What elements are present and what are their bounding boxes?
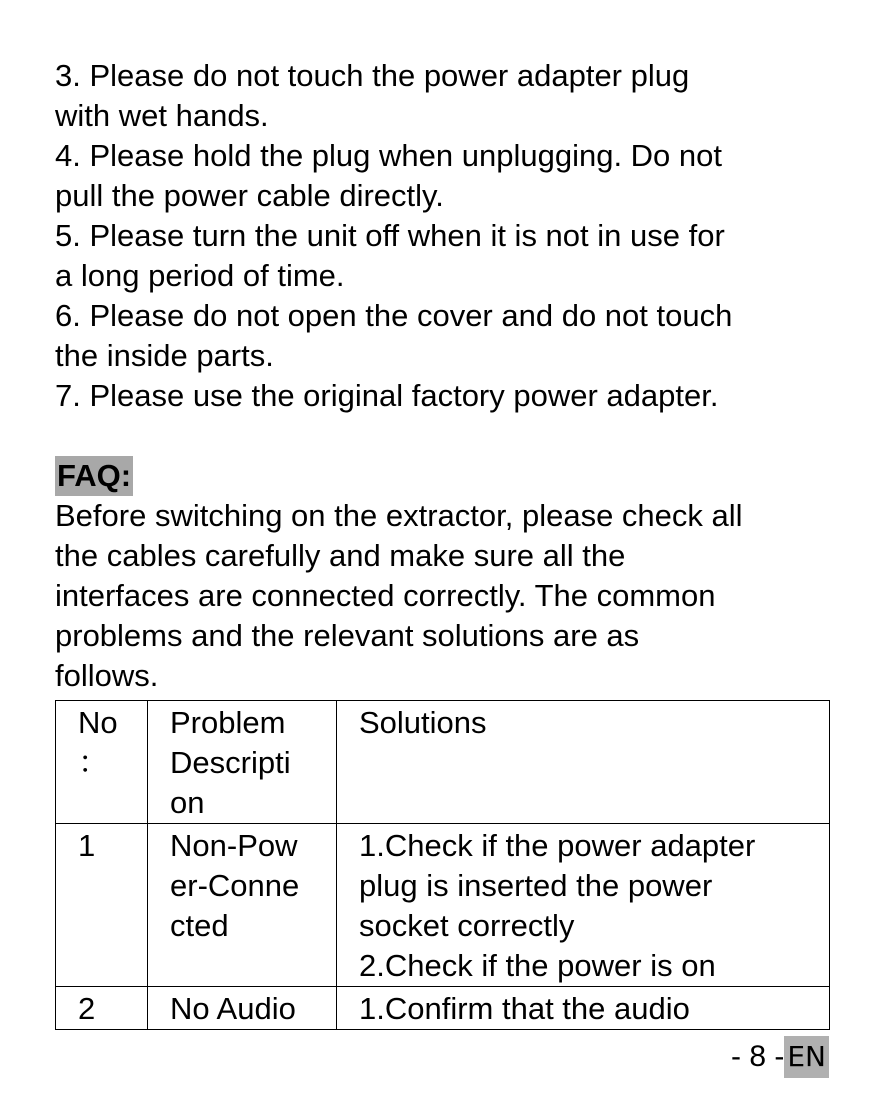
precaution-line: a long period of time.: [55, 258, 345, 293]
faq-intro-line: Before switching on the extractor, please check all: [55, 498, 743, 533]
cell-solution: 1.Confirm that the audio: [337, 987, 830, 1030]
faq-intro: [55, 496, 845, 696]
table-header-row: [56, 701, 830, 824]
faq-intro-line: follows.: [55, 658, 159, 693]
precaution-line: 3. Please do not touch the power adapter plug: [55, 58, 690, 93]
faq-table: [55, 700, 830, 1030]
language-badge: EN: [784, 1036, 829, 1078]
table-row: [56, 824, 830, 987]
header-problem-description: Problem Descripti on: [148, 701, 337, 824]
faq-heading-row: [55, 456, 845, 496]
precaution-line: 5. Please turn the unit off when it is not in use for: [55, 218, 725, 253]
faq-intro-line: interfaces are connected correctly. The common: [55, 578, 716, 613]
cell-solution: 1.Check if the power adapter plug is inserted the power socket correctly 2.Check if the power is on: [337, 824, 830, 987]
faq-intro-line: problems and the relevant solutions are as: [55, 618, 640, 653]
precaution-line: 6. Please do not open the cover and do not touch: [55, 298, 733, 333]
header-solutions: Solutions: [337, 701, 830, 824]
cell-no: 2: [56, 987, 148, 1030]
page-footer: [731, 1036, 829, 1078]
header-no: No ：: [56, 701, 148, 824]
page-number: - 8 -: [731, 1040, 785, 1073]
table-row: [56, 987, 830, 1030]
precaution-line: the inside parts.: [55, 338, 274, 373]
section-gap: [55, 416, 845, 456]
precaution-line: with wet hands.: [55, 98, 269, 133]
faq-heading: FAQ:: [55, 456, 133, 496]
document-page: [55, 56, 845, 696]
precaution-line: 7. Please use the original factory power adapter.: [55, 378, 719, 413]
cell-no: 1: [56, 824, 148, 987]
precaution-line: 4. Please hold the plug when unplugging. Do not: [55, 138, 722, 173]
precaution-line: pull the power cable directly.: [55, 178, 444, 213]
cell-problem: No Audio: [148, 987, 337, 1030]
cell-problem: Non-Pow er-Conne cted: [148, 824, 337, 987]
precautions-list: [55, 56, 845, 416]
faq-intro-line: the cables carefully and make sure all the: [55, 538, 626, 573]
